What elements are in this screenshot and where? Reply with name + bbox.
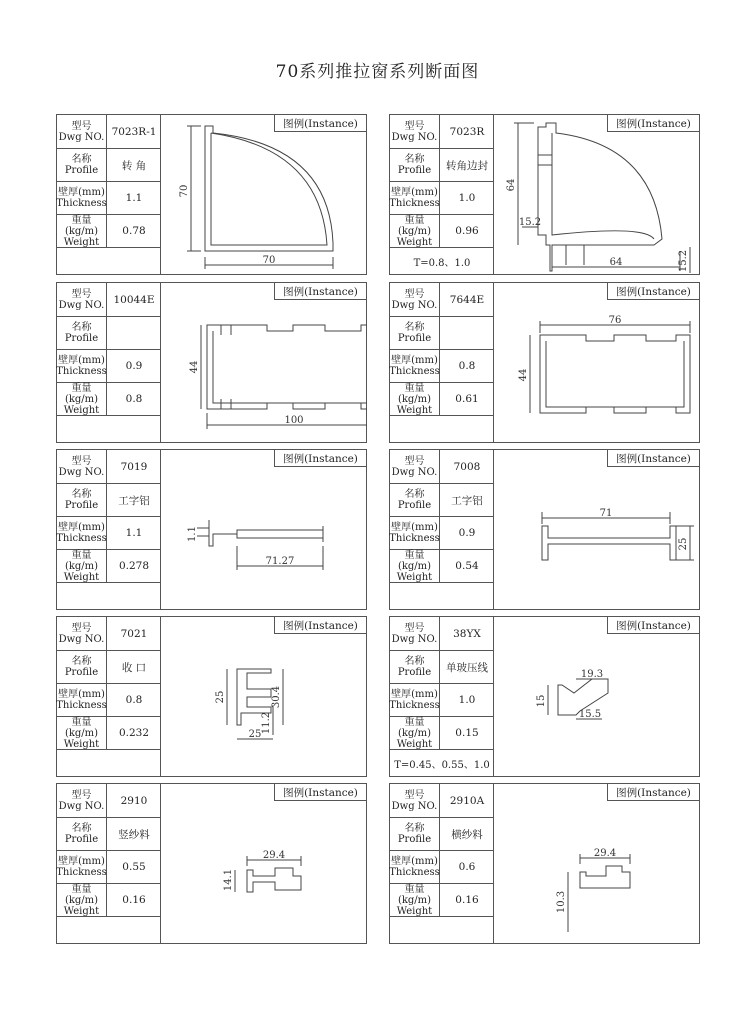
label-weight-en: Weight [396,236,433,248]
profile-card-7019 [56,449,367,610]
profile-drawing [494,617,700,777]
row-weight [390,717,494,750]
label-profile-en: Profile [64,834,99,845]
note-value: T=0.45、0.55、1.0 [394,760,490,771]
label-profile-cn: 名称 [71,823,92,834]
profile-section-diagram [494,617,700,777]
row-dwg [57,617,161,651]
row-profile [57,484,161,517]
row-thickness [57,684,161,717]
profile-drawing [161,283,367,443]
row-weight [390,884,494,917]
label-model-cn: 型号 [71,789,92,801]
profile-card-7644E [389,282,700,443]
label-thick-cn: 壁厚(mm) [391,355,438,366]
label-profile-en: Profile [397,333,432,344]
profile-drawing [494,784,700,944]
note-value [390,583,494,610]
row-profile [57,317,161,350]
row-dwg [390,115,494,149]
row-dwg [390,784,494,818]
label-model-cn: 型号 [404,288,425,300]
label-profile-en: Profile [397,500,432,511]
instance-label: 图例(Instance) [607,784,699,801]
row-profile [390,317,494,350]
profile-section-diagram [494,283,700,443]
row-note [390,917,494,944]
dimension-label-height: 25 [215,690,226,704]
dimension-label-slot: 11.2 [261,711,272,735]
label-weight-en: Weight [396,738,433,750]
row-dwg [390,283,494,317]
label-thick-en: Thickness [389,867,440,878]
row-profile [57,818,161,851]
row-thickness [57,182,161,215]
row-weight [390,550,494,583]
label-profile-cn: 名称 [404,322,425,333]
profile-value: 工字铝 [118,494,150,507]
dimension-label-foot: 15.2 [678,249,689,273]
dimension-label-width: 100 [284,415,304,426]
dimension-label-lip: 15.2 [518,217,542,228]
label-model-en: Dwg NO. [58,299,105,311]
row-note [57,583,161,610]
label-profile-en: Profile [64,333,99,344]
spec-table [57,784,161,944]
label-model-cn: 型号 [71,455,92,467]
row-thickness [57,517,161,550]
weight-value: 0.16 [455,894,479,906]
row-thickness [390,517,494,550]
label-thick-cn: 壁厚(mm) [58,689,105,700]
label-thick-en: Thickness [389,198,440,209]
row-dwg [390,450,494,484]
profile-value: 收 口 [121,661,147,674]
weight-value: 0.16 [122,894,146,906]
profile-value: 转角边封 [446,159,488,172]
thickness-value: 0.9 [458,527,476,539]
thickness-value: 1.1 [125,527,143,539]
dimension-label-thickness: 1.1 [187,526,198,542]
label-weight-en: Weight [63,236,100,248]
note-value [390,917,494,944]
dimension-label-width: 29.4 [593,848,617,859]
label-thick-en: Thickness [56,700,107,711]
row-profile [390,818,494,851]
label-weight-cn: 重量(kg/m) [397,716,432,739]
dwg-value: 7644E [449,293,485,306]
instance-label: 图例(Instance) [274,450,366,467]
label-thick-cn: 壁厚(mm) [58,856,105,867]
row-note [390,248,494,275]
profile-drawing [161,617,367,777]
dimension-label-lip-height: 30.4 [271,685,282,709]
label-weight-cn: 重量(kg/m) [397,214,432,237]
row-dwg [57,283,161,317]
profile-section-diagram [161,784,367,944]
label-model-en: Dwg NO. [391,299,438,311]
profile-section-diagram [161,283,367,443]
label-thick-cn: 壁厚(mm) [58,187,105,198]
label-weight-cn: 重量(kg/m) [64,883,99,906]
spec-table [390,450,494,610]
row-weight [390,383,494,416]
profile-value: 竖纱料 [118,828,150,841]
thickness-value: 0.9 [125,360,143,372]
label-model-en: Dwg NO. [58,633,105,645]
label-model-cn: 型号 [404,455,425,467]
row-note [390,750,494,777]
row-weight [57,383,161,416]
profile-drawing [161,115,367,275]
row-dwg [57,115,161,149]
profile-drawing [494,283,700,443]
label-weight-en: Weight [396,905,433,917]
label-weight-cn: 重量(kg/m) [64,549,99,572]
dimension-label-width: 29.4 [262,850,286,861]
row-dwg [390,617,494,651]
row-dwg [57,784,161,818]
label-model-cn: 型号 [71,120,92,132]
row-weight [390,215,494,248]
profile-card-2910 [56,783,367,944]
label-thick-en: Thickness [389,700,440,711]
profile-section-diagram [494,450,700,610]
label-thick-en: Thickness [56,198,107,209]
row-profile [390,651,494,684]
dwg-value: 7023R [449,125,485,138]
dimension-label-width: 70 [262,255,276,266]
label-model-en: Dwg NO. [391,633,438,645]
dimension-label-height: 14.1 [223,868,234,892]
page-title: 70系列推拉窗系列断面图 [275,62,480,82]
note-value: T=0.8、1.0 [413,258,471,269]
label-model-en: Dwg NO. [391,466,438,478]
weight-value: 0.78 [122,225,146,237]
thickness-value: 1.1 [125,192,143,204]
spec-table [57,115,161,275]
note-value [57,917,161,944]
label-weight-en: Weight [63,571,100,583]
spec-table [57,283,161,443]
dimension-label-height: 44 [189,360,200,374]
row-weight [57,717,161,750]
label-weight-en: Weight [63,738,100,750]
dimension-label-width: 64 [609,257,623,268]
instance-label: 图例(Instance) [607,450,699,467]
label-thick-en: Thickness [56,366,107,377]
dimension-label-width: 76 [608,315,622,326]
row-thickness [57,350,161,383]
dimension-label-height: 64 [506,178,517,192]
label-profile-cn: 名称 [404,656,425,667]
label-thick-cn: 壁厚(mm) [391,856,438,867]
instance-label: 图例(Instance) [274,115,366,132]
profile-value: 工字铝 [451,494,483,507]
thickness-value: 1.0 [458,694,476,706]
row-note [57,248,161,275]
dwg-value: 7023R-1 [111,125,157,138]
weight-value: 0.232 [118,727,150,739]
thickness-value: 1.0 [458,192,476,204]
dimension-label-height: 15 [536,694,547,708]
profile-section-diagram [161,450,367,610]
row-weight [57,550,161,583]
label-thick-en: Thickness [56,867,107,878]
row-weight [57,215,161,248]
row-thickness [390,350,494,383]
label-thick-cn: 壁厚(mm) [58,355,105,366]
dwg-value: 2910 [120,794,148,807]
row-thickness [390,851,494,884]
profile-card-10044E [56,282,367,443]
dimension-label-height: 25 [678,537,689,551]
thickness-value: 0.55 [122,861,146,873]
label-profile-cn: 名称 [71,154,92,165]
dimension-label-height: 44 [518,368,529,382]
profile-section-diagram [494,115,700,275]
instance-label: 图例(Instance) [274,283,366,300]
dwg-value: 7019 [120,460,148,473]
row-profile [390,149,494,182]
profile-value: 单玻压线 [446,661,488,674]
label-thick-en: Thickness [389,366,440,377]
profile-card-7021 [56,616,367,777]
profile-section-diagram [494,784,700,944]
label-weight-cn: 重量(kg/m) [64,716,99,739]
spec-table [390,115,494,275]
label-weight-en: Weight [63,404,100,416]
profile-value [107,317,161,349]
thickness-value: 0.8 [125,694,143,706]
profile-value [440,317,494,349]
row-note [390,416,494,443]
thickness-value: 0.6 [458,861,476,873]
label-profile-en: Profile [397,667,432,678]
dwg-value: 7008 [453,460,481,473]
row-profile [390,484,494,517]
label-profile-cn: 名称 [404,823,425,834]
row-note [390,583,494,610]
label-profile-cn: 名称 [404,154,425,165]
profile-value: 转 角 [121,159,147,172]
dimension-label-height: 10.3 [556,890,567,914]
label-model-cn: 型号 [71,622,92,634]
weight-value: 0.8 [125,393,143,405]
dimension-label-length: 71.27 [265,556,295,567]
label-weight-en: Weight [396,571,433,583]
row-profile [57,651,161,684]
dimension-label-width: 25 [248,729,262,740]
label-weight-en: Weight [396,404,433,416]
label-model-cn: 型号 [404,622,425,634]
label-model-en: Dwg NO. [58,800,105,812]
instance-label: 图例(Instance) [274,617,366,634]
weight-value: 0.61 [455,393,479,405]
label-weight-cn: 重量(kg/m) [397,883,432,906]
label-model-en: Dwg NO. [58,466,105,478]
label-model-cn: 型号 [404,789,425,801]
spec-table [390,784,494,944]
spec-table [390,617,494,777]
dimension-label-bottom: 15.5 [578,709,602,720]
dwg-value: 2910A [449,794,485,807]
label-thick-cn: 壁厚(mm) [391,187,438,198]
label-thick-cn: 壁厚(mm) [58,522,105,533]
spec-table [390,283,494,443]
label-weight-cn: 重量(kg/m) [64,382,99,405]
note-value [390,416,494,443]
dwg-value: 10044E [113,293,155,306]
label-profile-cn: 名称 [71,322,92,333]
profile-drawing [161,784,367,944]
label-thick-en: Thickness [389,533,440,544]
note-value [57,416,161,443]
dwg-value: 7021 [120,627,148,640]
row-note [57,416,161,443]
label-model-en: Dwg NO. [391,800,438,812]
profile-section-diagram [161,115,367,275]
profile-card-7023R [389,114,700,275]
row-thickness [390,182,494,215]
label-thick-en: Thickness [56,533,107,544]
profile-card-7008 [389,449,700,610]
label-thick-cn: 壁厚(mm) [391,689,438,700]
instance-label: 图例(Instance) [274,784,366,801]
note-value [57,248,161,275]
label-profile-en: Profile [64,667,99,678]
label-profile-en: Profile [397,165,432,176]
dimension-label-height: 70 [179,184,190,198]
weight-value: 0.15 [455,727,479,739]
label-profile-en: Profile [64,165,99,176]
profile-section-diagram [161,617,367,777]
label-model-cn: 型号 [404,120,425,132]
label-profile-cn: 名称 [71,656,92,667]
weight-value: 0.54 [455,560,479,572]
label-weight-cn: 重量(kg/m) [397,382,432,405]
note-value [57,583,161,610]
instance-label: 图例(Instance) [607,617,699,634]
profile-card-7023R-1 [56,114,367,275]
label-model-en: Dwg NO. [391,131,438,143]
label-profile-cn: 名称 [71,489,92,500]
label-profile-en: Profile [397,834,432,845]
weight-value: 0.278 [118,560,150,572]
instance-label: 图例(Instance) [607,283,699,300]
row-note [57,917,161,944]
spec-table [57,450,161,610]
label-profile-cn: 名称 [404,489,425,500]
spec-table [57,617,161,777]
profile-card-2910A [389,783,700,944]
dimension-label-width: 71 [599,508,613,519]
thickness-value: 0.8 [458,360,476,372]
row-profile [57,149,161,182]
dwg-value: 38YX [453,627,481,640]
row-dwg [57,450,161,484]
label-weight-cn: 重量(kg/m) [64,214,99,237]
instance-label: 图例(Instance) [607,115,699,132]
label-profile-en: Profile [64,500,99,511]
profile-drawing [494,450,700,610]
profile-card-38YX [389,616,700,777]
note-value [57,750,161,777]
label-weight-cn: 重量(kg/m) [397,549,432,572]
profile-drawing [161,450,367,610]
weight-value: 0.96 [455,225,479,237]
label-weight-en: Weight [63,905,100,917]
label-model-cn: 型号 [71,288,92,300]
label-thick-cn: 壁厚(mm) [391,522,438,533]
row-note [57,750,161,777]
profile-drawing [494,115,700,275]
label-model-en: Dwg NO. [58,131,105,143]
row-thickness [390,684,494,717]
row-thickness [57,851,161,884]
dimension-label-top: 19.3 [580,669,604,680]
row-weight [57,884,161,917]
profile-value: 横纱料 [451,828,483,841]
